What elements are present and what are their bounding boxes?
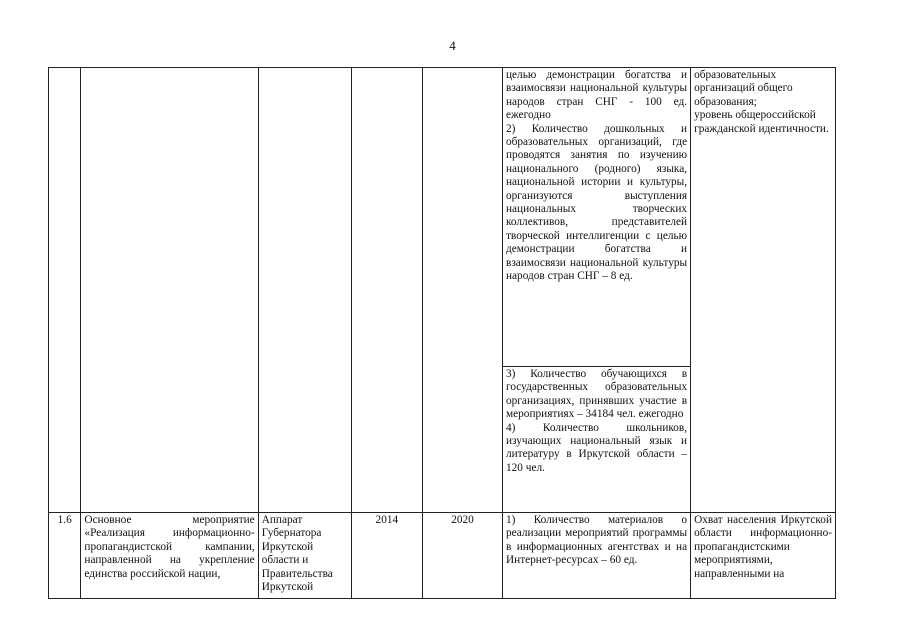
start-year-cell — [351, 68, 422, 513]
indicators-cell-part2 — [503, 367, 691, 513]
row-number: 1.6 — [49, 513, 81, 599]
row-number-cell — [49, 68, 81, 513]
end-year: 2020 — [423, 513, 503, 599]
page-number: 4 — [449, 38, 456, 53]
indicators-text: 3) Количество обучающихся в государственных образовательных организациях, принявших участие в мероприятиях – 34184 чел. ежегодно 4) Количество школьников, изучающих национальный язык и литературу в Иркутской области – 120 чел. — [506, 368, 688, 474]
executor-cell — [258, 68, 351, 513]
table-row-continued — [49, 68, 836, 367]
expected-result: Охват населения Иркутской области информационно-пропагандистскими мероприятиями, направленными на — [691, 513, 836, 599]
table-row — [49, 513, 836, 599]
measure-name: Основное мероприятие «Реализация информационно-пропагандистской кампании, направленной на укрепление единства российской нации, — [81, 513, 258, 599]
start-year: 2014 — [351, 513, 422, 599]
program-measures-table — [48, 67, 836, 599]
measure-name-cell — [81, 68, 258, 513]
executor: Аппарат Губернатора Иркутской области и Правительства Иркутской — [258, 513, 351, 599]
indicators-cell-part1 — [503, 68, 691, 367]
result-text: образовательных организаций общего образования; уровень общероссийской гражданской идентичности. — [694, 69, 829, 135]
indicators: 1) Количество материалов о реализации мероприятий программы в информационных агентствах и на Интернет-ресурсах – 60 ед. — [503, 513, 691, 599]
end-year-cell — [423, 68, 503, 513]
result-cell — [691, 68, 836, 513]
indicators-text: целью демонстрации богатства и взаимосвязи национальной культуры народов стран СНГ - 100 ед. ежегодно 2) Количество дошкольных и образовательных организаций, где проводятся занятия по изучению национального (родного) языка, национальной истории и культуры, организуются выступления национальных творческих коллективов, представителей творческой интеллигенции с целью демонстрации богатства и взаимосвязи национальной культуры народов стран СНГ – 8 ед. — [506, 69, 688, 283]
